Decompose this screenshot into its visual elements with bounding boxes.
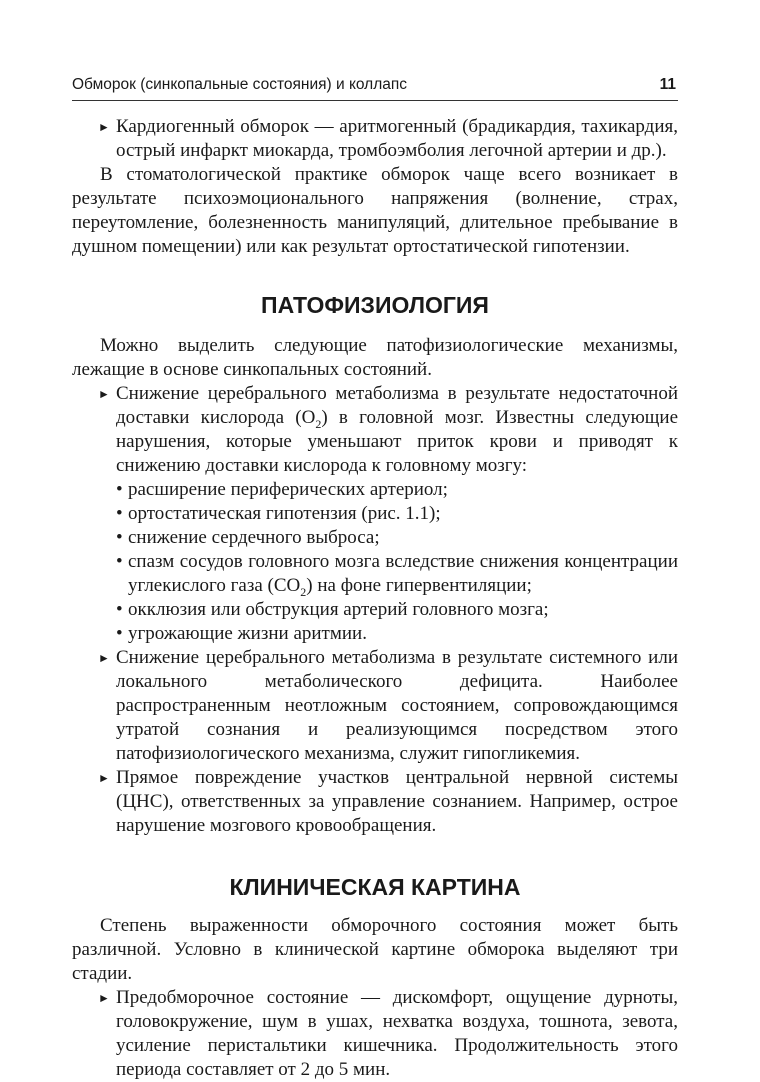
paragraph-stages-intro: Степень выраженности обморочного состояния может быть различной. Условно в клинической картине обморока выделяют три стадии. xyxy=(72,915,678,984)
section-heading-clinical-picture: КЛИНИЧЕСКАЯ КАРТИНА xyxy=(229,874,521,900)
bullet-text: Кардиогенный обморок — аритмогенный (брадикардия, тахикардия, острый инфаркт миокарда, тромбоэмболия легочной артерии и др.). xyxy=(116,116,678,161)
section-heading-pathophysiology: ПАТОФИЗИОЛОГИЯ xyxy=(261,292,489,318)
bullet-text: Снижение церебрального метаболизма в результате системного или локального метаболического дефицита. Наиболее распространенным неотложным состоянием, сопровождающимся утратой сознания и реализующимся посредством этого патофизиологического механизма, служит гипогликемия. xyxy=(116,647,678,764)
page-number: 11 xyxy=(659,76,676,93)
header-rule xyxy=(72,100,678,101)
bullet-marker-icon: ► xyxy=(98,651,110,665)
list-item-text: окклюзия или обструкция артерий головного мозга; xyxy=(128,599,549,620)
bullet-text-part: Снижение церебрального метаболизма в результате недостаточной доставки кислорода (O xyxy=(116,383,678,428)
bullet-cardiogenic xyxy=(72,115,678,163)
list-item xyxy=(72,526,678,550)
bullet-metabolic-deficit xyxy=(72,646,678,766)
bullet-marker-icon: ► xyxy=(98,387,110,401)
subscript: 2 xyxy=(300,584,307,599)
bullet-text: Прямое повреждение участков центральной нервной системы (ЦНС), ответственных за управление сознанием. Например, острое нарушение мозгового кровообращения. xyxy=(116,767,678,836)
list-item-text: расширение периферических артериол; xyxy=(128,479,448,500)
list-dot-icon: • xyxy=(116,599,123,620)
bullet-cns-damage xyxy=(72,766,678,838)
bullet-text-part: ) в головной мозг. Известны следующие нарушения, которые уменьшают приток крови и приводят к снижению доставки кислорода к головному мозгу: xyxy=(116,407,679,476)
list-dot-icon: • xyxy=(116,527,123,548)
list-item-text: спазм сосудов головного мозга вследствие снижения концентрации углекислого газа (CO xyxy=(128,551,678,596)
running-header xyxy=(72,74,678,96)
bullet-oxygen-delivery xyxy=(72,382,678,478)
list-item xyxy=(72,550,678,598)
bullet-text: Предобморочное состояние — дискомфорт, ощущение дурноты, головокружение, шум в ушах, нехватка воздуха, тошнота, зевота, усиление перистальтики кишечника. Продолжительность этого периода составляет от 2 до 5 мин. xyxy=(116,987,678,1080)
bullet-marker-icon: ► xyxy=(98,771,110,785)
running-header-title: Обморок (синкопальные состояния) и коллапс xyxy=(72,76,408,93)
list-item-text: угрожающие жизни аритмии. xyxy=(128,623,367,644)
list-item-text: снижение сердечного выброса; xyxy=(128,527,380,548)
list-item xyxy=(72,502,678,526)
subscript: 2 xyxy=(315,416,322,431)
list-item-text: ортостатическая гипотензия (рис. 1.1); xyxy=(128,503,441,524)
list-dot-icon: • xyxy=(116,623,123,644)
bullet-marker-icon: ► xyxy=(98,120,110,134)
list-dot-icon: • xyxy=(116,479,123,500)
list-item xyxy=(72,478,678,502)
paragraph-mechanisms-intro: Можно выделить следующие патофизиологические механизмы, лежащие в основе синкопальных состояний. xyxy=(72,335,678,380)
list-dot-icon: • xyxy=(116,551,123,572)
bullet-marker-icon: ► xyxy=(98,991,110,1005)
paragraph-dental-practice: В стоматологической практике обморок чаще всего возникает в результате психоэмоционального напряжения (волнение, страх, переутомление, болезненность манипуляций, длительное пребывание в душном помещении) или как результат ортостатической гипотензии. xyxy=(72,164,678,257)
list-item xyxy=(72,622,678,646)
bullet-presyncope xyxy=(72,986,678,1082)
page-body xyxy=(72,115,678,1082)
list-item xyxy=(72,598,678,622)
list-dot-icon: • xyxy=(116,503,123,524)
list-item-text: ) на фоне гипервентиляции; xyxy=(306,575,532,596)
